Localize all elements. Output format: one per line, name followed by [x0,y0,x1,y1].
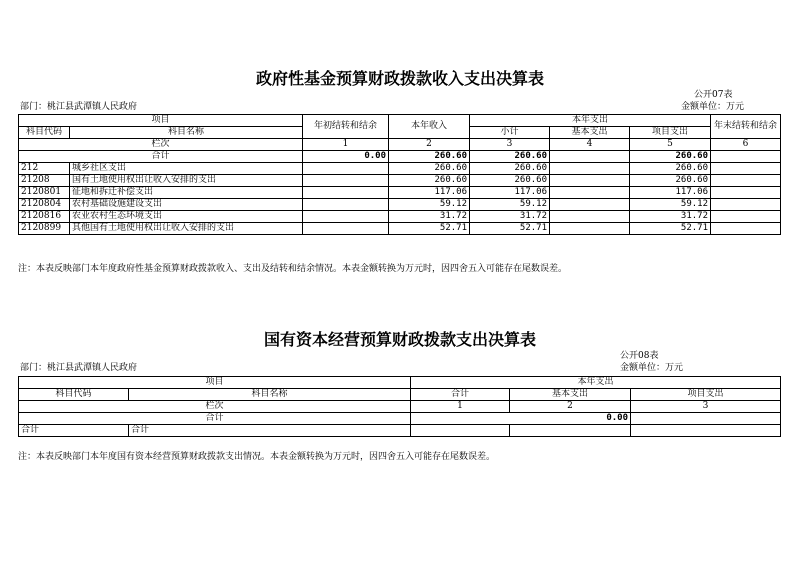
header-subject-name: 科目名称 [70,127,303,139]
row-code: 212 [19,163,70,175]
row-project: 52.71 [630,223,711,235]
column-label: 栏次 [19,139,303,151]
header-begin-balance: 年初结转和结余 [303,115,389,139]
row-project: 260.60 [630,163,711,175]
header-basic-expense: 基本支出 [510,389,631,401]
total-begin: 0.00 [303,151,389,163]
header-subtotal: 小计 [470,127,550,139]
column-number: 1 [411,401,510,413]
header-subject-code: 科目代码 [19,127,70,139]
header-project-expense: 项目支出 [630,127,711,139]
row-income: 260.60 [389,175,470,187]
row-subtotal: 260.60 [470,175,550,187]
header-expense: 本年支出 [411,377,781,389]
header-subject-name: 科目名称 [129,389,411,401]
header-end-balance: 年末结转和结余 [711,115,781,139]
row-income: 52.71 [389,223,470,235]
header-total: 合计 [411,389,510,401]
total-label: 合计 [19,151,303,163]
total-label: 合计 [19,413,411,425]
table-row [19,211,781,223]
header-subject-code: 科目代码 [19,389,129,401]
column-number: 2 [389,139,470,151]
table2-department: 部门：桃江县武潭镇人民政府 [20,363,138,373]
row-name: 征地和拆迁补偿支出 [70,187,303,199]
column-number: 1 [303,139,389,151]
table1-code: 公开07表 [694,90,733,100]
column-number-row [19,401,781,413]
row-code: 2120816 [19,211,70,223]
table2-code: 公开08表 [620,351,659,361]
row-name: 农业农村生态环境支出 [70,211,303,223]
row-name: 农村基础设施建设支出 [70,199,303,211]
row-subtotal: 59.12 [470,199,550,211]
row-name: 其他国有土地使用权出让收入安排的支出 [70,223,303,235]
row-code: 2120899 [19,223,70,235]
table2-note: 注：本表反映部门本年度国有资本经营预算财政拨款支出情况。本表金额转换为万元时，因四舍五入可能存在尾数误差。 [18,452,496,462]
total-end [711,151,781,163]
row-code: 合计 [19,425,129,437]
table1-department: 部门：桃江县武潭镇人民政府 [20,102,138,112]
table2 [18,376,781,437]
header-basic-expense: 基本支出 [550,127,630,139]
header-income: 本年收入 [389,115,470,139]
row-subtotal: 52.71 [470,223,550,235]
row-income: 117.06 [389,187,470,199]
header-expense: 本年支出 [470,115,711,127]
header-project: 项目 [19,115,303,127]
row-name: 合计 [129,425,411,437]
table-row [19,223,781,235]
column-number: 3 [470,139,550,151]
table1-unit: 金额单位：万元 [681,102,745,112]
column-number: 3 [631,401,781,413]
table2-title: 国有资本经营预算财政拨款支出决算表 [263,330,536,349]
table1-note: 注：本表反映部门本年度政府性基金预算财政拨款收入、支出及结转和结余情况。本表金额转换为万元时，因四舍五入可能存在尾数误差。 [18,264,568,274]
table-row [19,187,781,199]
row-name: 国有土地使用权出让收入安排的支出 [70,175,303,187]
column-number: 2 [510,401,631,413]
column-number: 5 [630,139,711,151]
row-project: 260.60 [630,175,711,187]
column-label: 栏次 [19,401,411,413]
row-project: 31.72 [630,211,711,223]
table-row [19,175,781,187]
row-name: 城乡社区支出 [70,163,303,175]
row-project: 117.06 [630,187,711,199]
table-row [19,163,781,175]
column-number: 6 [711,139,781,151]
row-project: 59.12 [630,199,711,211]
total-row [19,413,781,425]
header-project: 项目 [19,377,411,389]
table2-unit: 金额单位：万元 [620,363,684,373]
row-income: 31.72 [389,211,470,223]
total-subtotal: 260.60 [470,151,550,163]
total-income: 260.60 [389,151,470,163]
table1 [18,114,781,235]
total-value: 0.00 [411,413,631,425]
header-project-expense: 项目支出 [631,389,781,401]
row-code: 21208 [19,175,70,187]
row-subtotal: 117.06 [470,187,550,199]
row-subtotal: 260.60 [470,163,550,175]
total-basic [550,151,630,163]
table-row [19,199,781,211]
column-number-row [19,139,781,151]
row-code: 2120804 [19,199,70,211]
total-project: 260.60 [630,151,711,163]
column-number: 4 [550,139,630,151]
row-code: 2120801 [19,187,70,199]
total-row [19,151,781,163]
row-subtotal: 31.72 [470,211,550,223]
row-income: 260.60 [389,163,470,175]
table-row [19,425,781,437]
table1-title: 政府性基金预算财政拨款收入支出决算表 [255,69,544,88]
row-income: 59.12 [389,199,470,211]
